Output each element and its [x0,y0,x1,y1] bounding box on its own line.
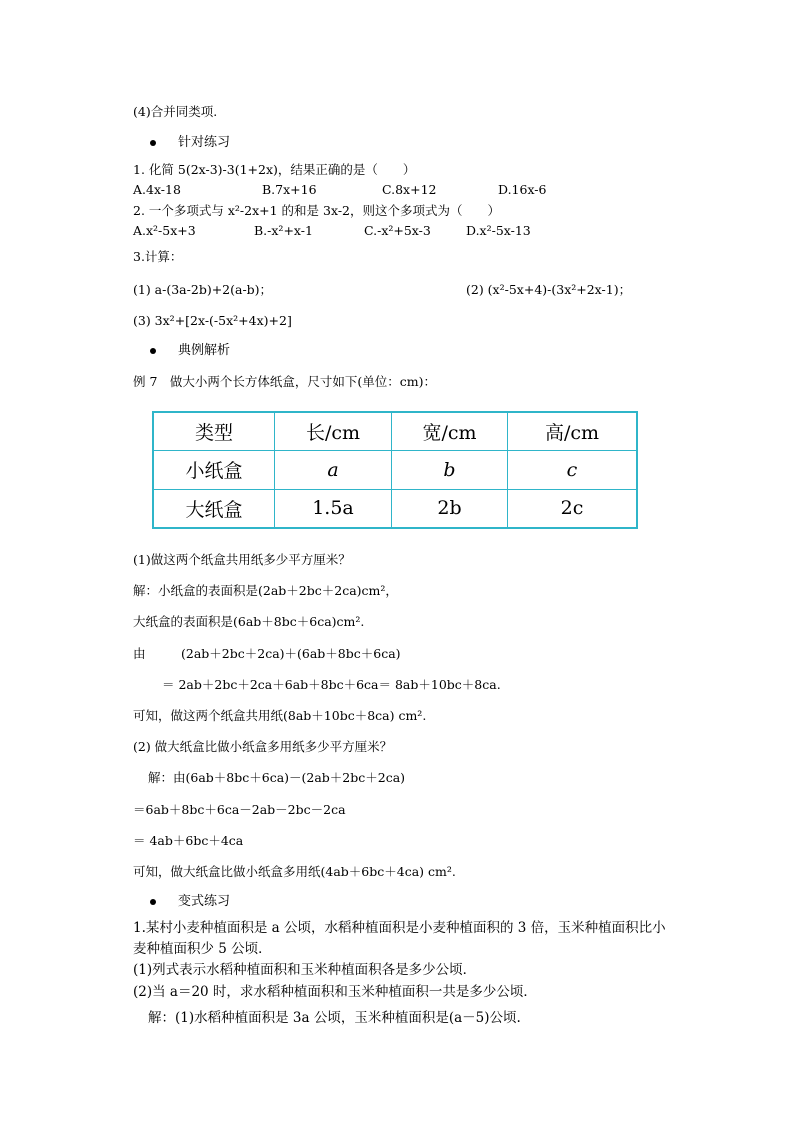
bullet-icon [150,348,156,354]
dimension-table [152,411,638,529]
table-row [153,489,637,528]
table-header-cell: 长/cm [275,412,392,451]
solution-b-line-3: ＝ 4ab＋6bc＋4ca [133,833,244,848]
q2-option-a: A.x²-5x+3 [133,223,196,238]
solution-line-3-prefix: 由 [133,646,146,661]
practice-heading: 针对练习 [178,135,231,150]
q2-option-b: B.-x²+x-1 [254,223,313,238]
table-header-row [153,412,637,451]
example-question-2: (2) 做大纸盒比做小纸盒多用纸多少平方厘米？ [133,739,393,754]
q2-option-d: D.x²-5x-13 [466,223,531,238]
solution-b-line-4: 可知，做大纸盒比做小纸盒多用纸(4ab＋6bc＋4ca) cm². [133,864,456,879]
table-cell: c [508,451,638,489]
solution-line-3: (2ab＋2bc＋2ca)＋(6ab＋8bc＋6ca) [181,646,401,661]
variant-heading: 变式练习 [178,894,231,909]
variant-line-1: 1.某村小麦种植面积是 a 公顷，水稻种植面积是小麦种植面积的 3 倍，玉米种植面积比小 [133,920,666,936]
question-3-2: (2) (x²-5x+4)-(3x²+2x-1)； [466,282,632,297]
step-4-text: (4)合并同类项. [133,104,218,119]
variant-question-1: (1)列式表示水稻种植面积和玉米种植面积各是多少公顷． [133,962,477,978]
table-cell: 大纸盒 [153,489,275,528]
solution-b-line-2: ＝6ab＋8bc＋6ca－2ab－2bc－2ca [133,802,346,817]
table-cell: a [275,451,392,489]
solution-line-1: 解：小纸盒的表面积是(2ab＋2bc＋2ca)cm²， [133,583,398,598]
example-7-text: 例 7 做大小两个长方体纸盒，尺寸如下(单位：cm)： [133,374,437,389]
solution-b-line-1: 解：由(6ab＋8bc＋6ca)－(2ab＋2bc＋2ca) [148,770,406,785]
q1-option-a: A.4x-18 [133,182,181,197]
q1-option-b: B.7x+16 [262,182,317,197]
question-3-3: (3) 3x²+[2x-(-5x²+4x)+2] [133,313,292,328]
question-3-1: (1) a-(3a-2b)+2(a-b)； [133,282,273,297]
table-header-cell: 宽/cm [392,412,508,451]
solution-line-5: 可知，做这两个纸盒共用纸(8ab＋10bc＋8ca) cm². [133,708,427,723]
variant-question-2: (2)当 a＝20 时，求水稻种植面积和玉米种植面积一共是多少公顷． [133,984,537,1000]
variant-line-2: 麦种植面积少 5 公顷． [133,941,272,957]
table-header-cell: 高/cm [508,412,638,451]
question-2: 2. 一个多项式与 x²-2x+1 的和是 3x-2，则这个多项式为（ ） [133,203,500,218]
solution-line-4: ＝ 2ab＋2bc＋2ca＋6ab＋8bc＋6ca＝ 8ab＋10bc＋8ca. [162,677,501,692]
example-question-1: (1)做这两个纸盒共用纸多少平方厘米？ [133,552,351,567]
table-cell: 1.5a [275,489,392,528]
table-cell: b [392,451,508,489]
bullet-icon [150,899,156,905]
table-cell: 2c [508,489,638,528]
table-row [153,451,637,489]
solution-line-2: 大纸盒的表面积是(6ab＋8bc＋6ca)cm². [133,614,365,629]
table-cell: 小纸盒 [153,451,275,489]
question-1: 1. 化简 5(2x-3)-3(1+2x)，结果正确的是（ ） [133,162,416,177]
q1-option-d: D.16x-6 [498,182,547,197]
variant-answer: 解：(1)水稻种植面积是 3a 公顷，玉米种植面积是(a－5)公顷. [148,1010,521,1026]
bullet-icon [150,140,156,146]
q1-option-c: C.8x+12 [382,182,437,197]
question-3: 3.计算： [133,249,183,264]
example-heading: 典例解析 [178,343,231,358]
table-cell: 2b [392,489,508,528]
table-header-cell: 类型 [153,412,275,451]
q2-option-c: C.-x²+5x-3 [364,223,431,238]
